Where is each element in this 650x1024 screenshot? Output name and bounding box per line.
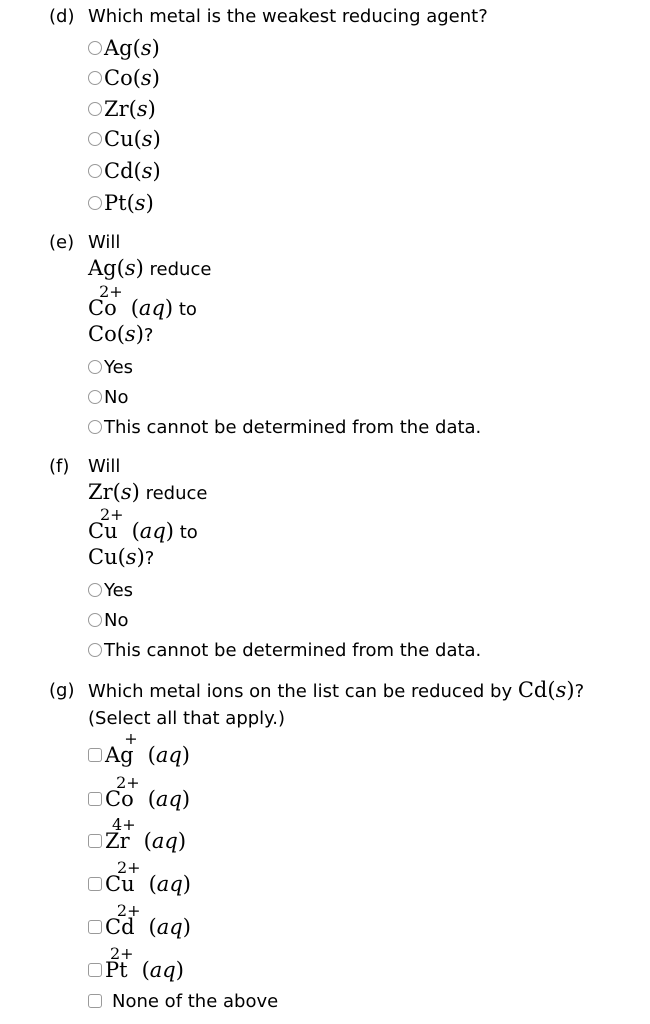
- checkbox[interactable]: [88, 994, 102, 1008]
- option-g-ag[interactable]: [88, 729, 190, 769]
- option-d-ag[interactable]: [88, 34, 160, 62]
- option-f-no[interactable]: [88, 606, 128, 634]
- option-e-yes[interactable]: [88, 353, 133, 381]
- option-e-no[interactable]: [88, 383, 128, 411]
- radio-button[interactable]: [88, 613, 102, 627]
- option-d-cd[interactable]: [88, 157, 161, 185]
- option-formula: Ag(s): [104, 36, 160, 60]
- option-f-undetermined[interactable]: [88, 636, 481, 664]
- option-d-cu[interactable]: [88, 125, 161, 153]
- option-label: Yes: [104, 579, 134, 601]
- question-e-product-line: Co(s)?: [88, 322, 154, 346]
- question-e-label: (e): [49, 232, 75, 253]
- question-f-label: (f): [49, 456, 70, 477]
- checkbox[interactable]: [88, 792, 102, 806]
- radio-button[interactable]: [88, 196, 102, 210]
- question-e-reducer-line: Ag(s) reduce: [88, 256, 212, 280]
- radio-button[interactable]: [88, 41, 102, 55]
- option-formula: Ag + (aq): [105, 729, 190, 767]
- option-formula: Co 2+ (aq): [105, 773, 191, 811]
- radio-button[interactable]: [88, 583, 102, 597]
- question-g-label: (g): [49, 680, 75, 701]
- checkbox[interactable]: [88, 748, 102, 762]
- option-g-pt[interactable]: [88, 944, 184, 984]
- option-d-zr[interactable]: [88, 95, 156, 123]
- radio-button[interactable]: [88, 71, 102, 85]
- option-label: Yes: [104, 356, 134, 378]
- radio-button[interactable]: [88, 643, 102, 657]
- option-f-yes[interactable]: [88, 576, 133, 604]
- question-g-instruction: (Select all that apply.): [88, 708, 286, 729]
- option-g-co[interactable]: [88, 773, 191, 813]
- option-label: This cannot be determined from the data.: [104, 639, 482, 661]
- option-d-pt[interactable]: [88, 189, 154, 217]
- question-f-reducer-line: Zr(s) reduce: [88, 480, 208, 504]
- option-g-cu[interactable]: [88, 858, 191, 898]
- question-d-text: Which metal is the weakest reducing agent?: [88, 6, 488, 27]
- question-f-will: Will: [88, 456, 121, 477]
- radio-button[interactable]: [88, 164, 102, 178]
- checkbox[interactable]: [88, 920, 102, 934]
- option-label: No: [104, 609, 129, 631]
- radio-button[interactable]: [88, 390, 102, 404]
- option-g-none[interactable]: [88, 987, 278, 1015]
- option-formula: Pt(s): [104, 191, 154, 215]
- option-label: None of the above: [112, 990, 279, 1012]
- checkbox[interactable]: [88, 963, 102, 977]
- option-formula: Zr 4+ (aq): [105, 815, 187, 853]
- option-formula: Cd 2+ (aq): [105, 901, 191, 939]
- option-label: This cannot be determined from the data.: [104, 416, 482, 438]
- radio-button[interactable]: [88, 420, 102, 434]
- question-e-ion-line: Co 2+ (aq) to: [88, 282, 197, 320]
- option-e-undetermined[interactable]: [88, 413, 481, 441]
- option-formula: Cu 2+ (aq): [105, 858, 191, 896]
- radio-button[interactable]: [88, 102, 102, 116]
- option-d-co[interactable]: [88, 64, 160, 92]
- option-label: No: [104, 386, 129, 408]
- option-formula: Pt 2+ (aq): [105, 944, 184, 982]
- radio-button[interactable]: [88, 132, 102, 146]
- radio-button[interactable]: [88, 360, 102, 374]
- question-f-ion-line: Cu 2+ (aq) to: [88, 505, 198, 543]
- question-d-label: (d): [49, 6, 75, 27]
- option-formula: Cd(s): [104, 159, 161, 183]
- checkbox[interactable]: [88, 877, 102, 891]
- question-e-will: Will: [88, 232, 121, 253]
- option-g-cd[interactable]: [88, 901, 191, 941]
- option-formula: Cu(s): [104, 127, 161, 151]
- option-g-zr[interactable]: [88, 815, 187, 855]
- question-g-text: Which metal ions on the list can be reduced by Cd(s)?: [88, 678, 585, 702]
- option-formula: Co(s): [104, 66, 160, 90]
- checkbox[interactable]: [88, 834, 102, 848]
- question-f-product-line: Cu(s)?: [88, 545, 155, 569]
- option-formula: Zr(s): [104, 97, 156, 121]
